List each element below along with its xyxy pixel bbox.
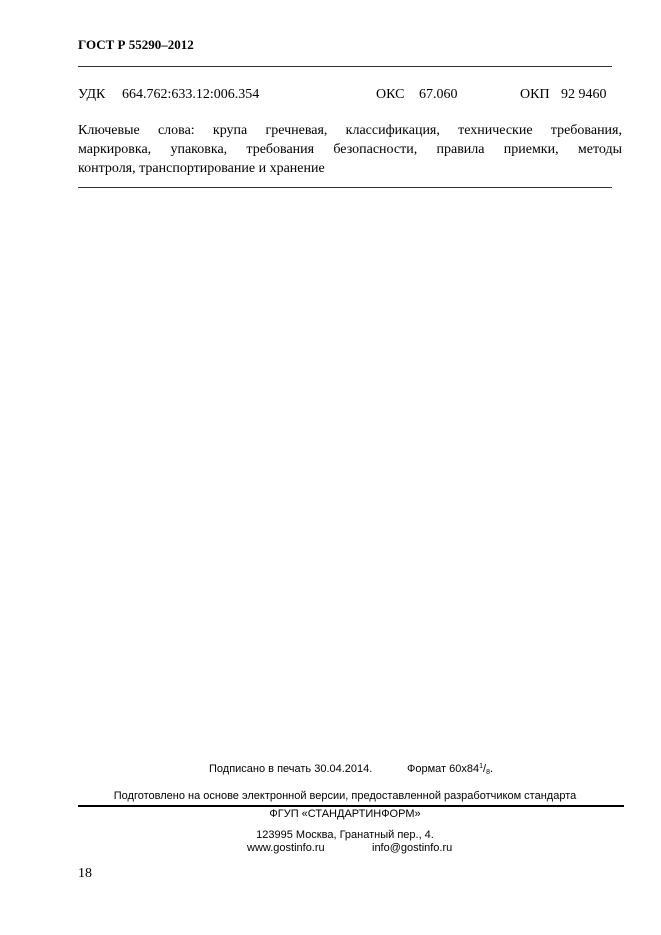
publisher-email[interactable]: info@gostinfo.ru [372,842,453,854]
publisher-address: 123995 Москва, Гранатный пер., 4. [256,829,434,841]
imprint-divider [78,805,624,807]
format-denominator: 8 [486,769,490,776]
keywords-divider [78,187,612,188]
format-numerator: 1 [479,763,484,770]
keywords-line: Ключевые слова: крупа гречневая, классификация, технические требования, [78,123,622,138]
udk-value: 664.762:633.12:006.354 [122,87,260,102]
signed-date: Подписано в печать 30.04.2014. [209,763,373,775]
prepared-note: Подготовлено на основе электронной версии, предоставленной разработчиком стандарта [113,790,577,802]
publisher-website[interactable]: www.gostinfo.ru [247,842,325,854]
format-slash: / [483,763,487,775]
paper-format [407,763,493,776]
format-prefix: Формат 60х84 [407,763,480,775]
oks-label: ОКС [376,87,405,102]
page-number: 18 [78,866,92,881]
publisher-name: ФГУП «СТАНДАРТИНФОРМ» [269,808,421,820]
udk-label: УДК [78,87,106,102]
document-code: ГОСТ Р 55290–2012 [78,37,194,52]
okp-label: ОКП [520,87,550,102]
keywords-paragraph [78,121,622,178]
header-divider [78,66,612,67]
okp-value: 92 9460 [561,87,607,102]
oks-value: 67.060 [419,87,458,102]
format-end: . [489,763,494,775]
keywords-line: маркировка, упаковка, требования безопасности, правила приемки, методы [78,142,622,157]
keywords-line: контроля, транспортирование и хранение [78,161,325,176]
